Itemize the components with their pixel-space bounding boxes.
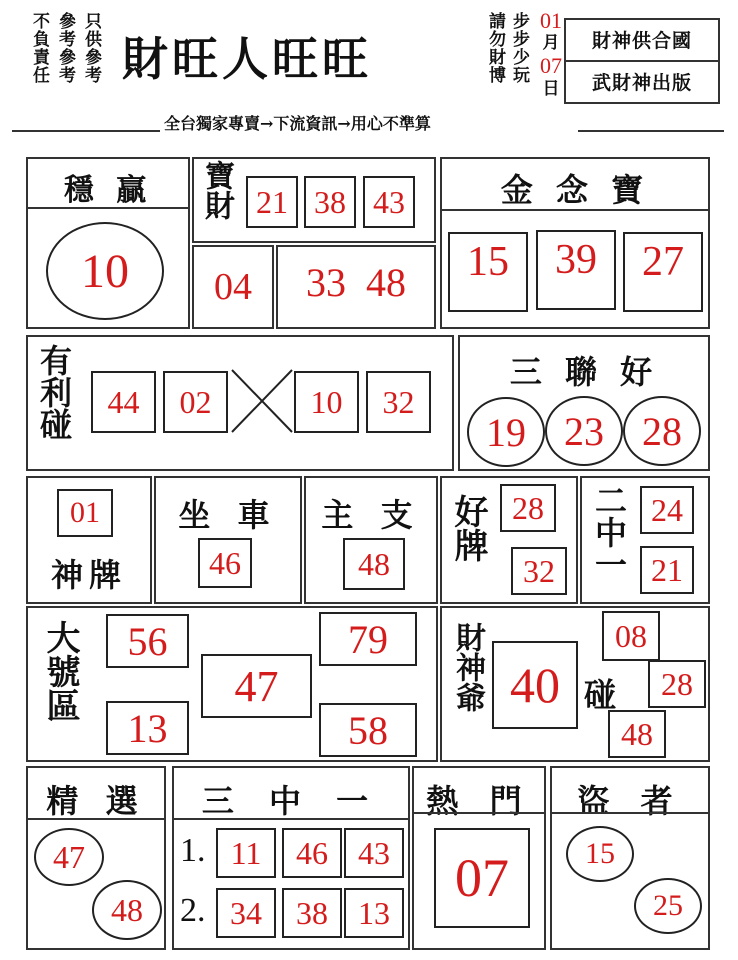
sanzhongyi-row2-label: 2.	[180, 892, 206, 929]
sanlianhao-title: 三 聯 好	[509, 353, 659, 391]
date-block	[536, 10, 566, 106]
baocai-label: 寶財	[199, 160, 234, 220]
slogan-rule-right	[578, 130, 724, 132]
caishenye-label: 財神爺	[450, 622, 485, 712]
date-month: 01	[540, 8, 562, 33]
youlipeng-number-4: 32	[366, 371, 431, 433]
publisher-line-2: 武財神出版	[591, 72, 692, 94]
daozhe-number-1: 15	[566, 826, 634, 882]
youlipeng-number-3: 10	[294, 371, 359, 433]
sanzhongyi-row2-number-3: 13	[344, 888, 404, 938]
disclaimer-col-3: 不負責任	[29, 12, 49, 84]
sanzhongyi-row2-number-2: 38	[282, 888, 342, 938]
jingxuan-divider	[28, 818, 164, 820]
baocai-number-1: 21	[246, 176, 298, 228]
remen-title: 熱 門	[426, 782, 532, 820]
zuoche-title: 坐 車	[178, 496, 278, 534]
daozhe-title: 盜 者	[577, 782, 683, 820]
zuoche-number: 46	[198, 538, 252, 588]
remen-number: 07	[434, 828, 530, 928]
sanlianhao-number-1: 19	[467, 397, 545, 467]
sanzhongyi-row2-number-1: 34	[216, 888, 276, 938]
jinnianbao-number-3: 27	[623, 232, 703, 312]
jingxuan-title: 精 選	[46, 782, 146, 820]
youlipeng-label: 有利碰	[35, 344, 73, 440]
caishenye-number: 40	[492, 641, 578, 729]
disclaimer-col-2: 參考參考	[55, 12, 75, 84]
advice-text	[484, 12, 534, 104]
shenpai-number: 01	[57, 489, 113, 537]
dahaoqu-number-1: 56	[106, 614, 189, 668]
erzhongyi-number-2: 21	[640, 546, 694, 594]
daozhe-number-2: 25	[634, 878, 702, 934]
sanzhongyi-row1-label: 1.	[180, 832, 206, 869]
publisher-line-1: 財神供合國	[591, 30, 692, 52]
dahaoqu-number-4: 79	[319, 612, 417, 666]
baocai-number-2: 38	[304, 176, 356, 228]
baocai-number-3: 43	[363, 176, 415, 228]
wenying-number: 10	[46, 222, 164, 320]
date-month-unit: 月	[542, 33, 560, 53]
baocai-row2-left	[192, 245, 274, 329]
remen-divider	[414, 812, 544, 814]
caishenye-peng-number-1: 08	[602, 611, 660, 661]
disclaimer	[24, 12, 102, 104]
haopai-label: 好牌	[448, 494, 488, 562]
advice-col-1: 請勿財博	[485, 12, 505, 84]
date-day: 07	[540, 53, 562, 78]
jingxuan-number-2: 48	[92, 880, 162, 940]
dahaoqu-number-5: 58	[319, 703, 417, 757]
sanlianhao-number-2: 23	[545, 396, 623, 466]
cross-mark	[228, 366, 296, 436]
wenying-title: 穩 贏	[63, 173, 153, 208]
zhuzhi-title: 主 支	[321, 496, 421, 534]
haopai-number-2: 32	[511, 547, 567, 595]
zhuzhi-number: 48	[343, 538, 405, 590]
youlipeng-number-2: 02	[163, 371, 228, 433]
advice-col-2: 步步少玩	[509, 12, 529, 84]
erzhongyi-number-1: 24	[640, 486, 694, 534]
sanzhongyi-row1-number-3: 43	[344, 828, 404, 878]
sanzhongyi-row1-number-1: 11	[216, 828, 276, 878]
youlipeng-number-1: 44	[91, 371, 156, 433]
jinnianbao-number-1: 15	[448, 232, 528, 312]
dahaoqu-number-3: 47	[201, 654, 312, 718]
shenpai-label: 神牌	[50, 556, 127, 594]
publisher-divider	[566, 60, 718, 62]
jinnianbao-divider	[442, 209, 708, 211]
erzhongyi-label: 二中一	[590, 484, 628, 580]
sanzhongyi-row1-number-2: 46	[282, 828, 342, 878]
jingxuan-number-1: 47	[34, 828, 104, 886]
slogan: 全台獨家專賣→下流資訊→用心不準算	[164, 114, 431, 133]
baocai-row2-right	[276, 245, 436, 329]
haopai-number-1: 28	[500, 484, 556, 532]
baocai-row2-number-1: 04	[214, 266, 252, 308]
caishenye-peng-number-2: 28	[648, 660, 706, 708]
page-title: 財旺人旺旺	[122, 32, 372, 86]
jinnianbao-number-2: 39	[536, 230, 616, 310]
jinnianbao-title: 金 念 寶	[500, 171, 650, 209]
caishenye-peng-label: 碰	[584, 676, 617, 714]
slogan-rule-left	[12, 130, 160, 132]
dahaoqu-number-2: 13	[106, 701, 189, 755]
disclaimer-col-1: 只供參考	[81, 12, 101, 84]
date-day-unit: 日	[542, 79, 560, 99]
publisher-box	[564, 18, 720, 104]
wenying-divider	[28, 207, 188, 209]
daozhe-divider	[552, 812, 708, 814]
baocai-row2-number-2: 33 48	[306, 260, 406, 305]
sanzhongyi-divider	[174, 818, 408, 820]
sanzhongyi-title: 三 中 一	[201, 782, 381, 820]
caishenye-peng-number-3: 48	[608, 710, 666, 758]
dahaoqu-label: 大號區	[40, 620, 80, 722]
sanlianhao-number-3: 28	[623, 396, 701, 466]
